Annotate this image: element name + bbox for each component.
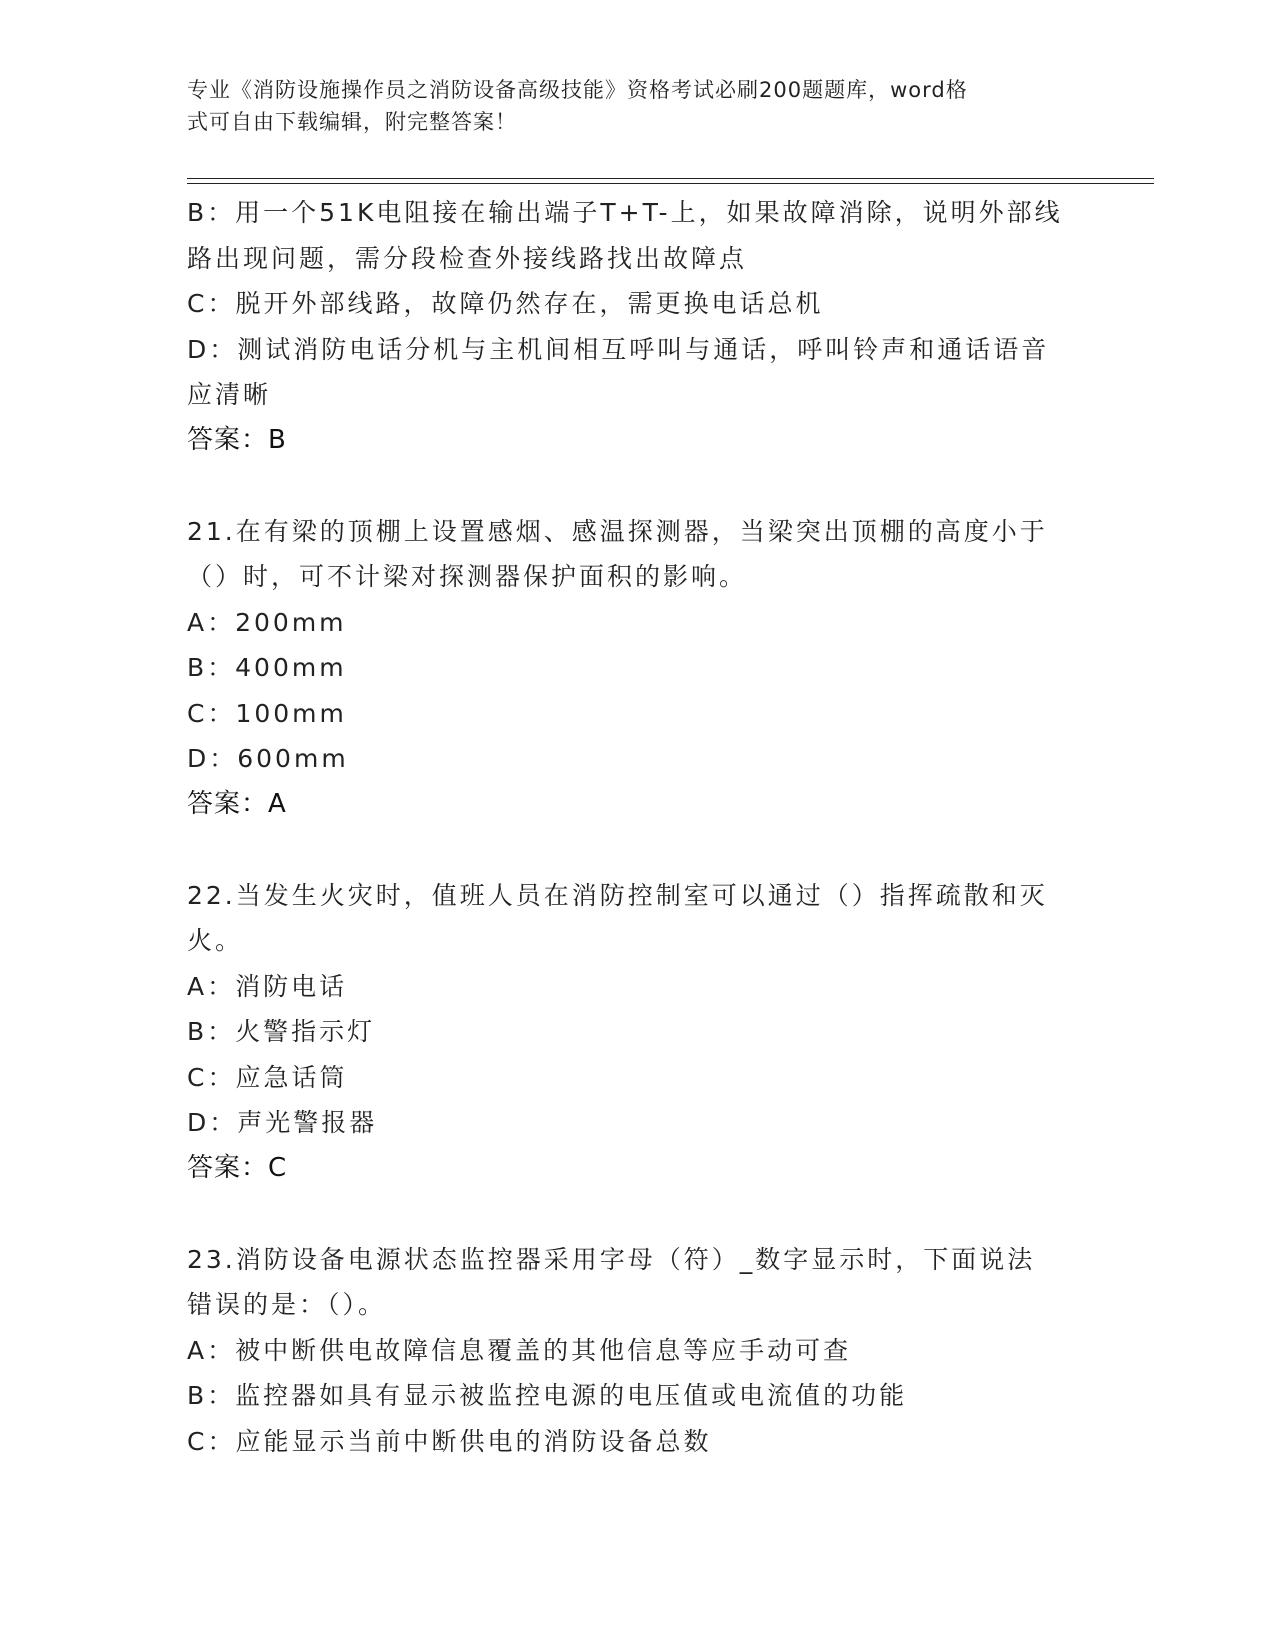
document-body	[187, 190, 1087, 1464]
option-c: C：脱开外部线路，故障仍然存在，需更换电话总机	[187, 289, 824, 318]
option-c: C：应能显示当前中断供电的消防设备总数	[187, 1426, 712, 1456]
option-a: A：消防电话	[187, 971, 348, 1001]
question-stem: 22.当发生火灾时，值班人员在消防控制室可以通过（）指挥疏散和灭	[187, 880, 1048, 910]
question-stem: 23.消防设备电源状态监控器采用字母（符）_数字显示时，下面说法	[187, 1244, 1036, 1274]
question-stem-continued: 错误的是：（）。	[187, 1290, 387, 1319]
header-divider-bottom	[187, 183, 1154, 184]
question-20-continuation	[187, 190, 1087, 463]
option-d: D：测试消防电话分机与主机间相互呼叫与通话，呼叫铃声和通话语音	[187, 334, 1050, 364]
question-stem-continued: 火。	[187, 926, 244, 955]
spacer	[187, 1191, 1087, 1237]
answer: 答案：B	[187, 424, 287, 455]
option-b-continued: 路出现问题，需分段检查外接线路找出故障点	[187, 243, 748, 273]
option-c: C：应急话筒	[187, 1062, 348, 1092]
spacer	[187, 827, 1087, 873]
option-a: A：被中断供电故障信息覆盖的其他信息等应手动可查	[187, 1335, 852, 1365]
option-b: B：用一个51K电阻接在输出端子T+T-上，如果故障消除，说明外部线	[187, 198, 1063, 227]
option-d-continued: 应清晰	[187, 380, 272, 409]
question-stem: 21.在有梁的顶棚上设置感烟、感温探测器，当梁突出顶棚的高度小于	[187, 516, 1048, 546]
answer: 答案：A	[187, 788, 287, 819]
option-b: B：400mm	[187, 653, 347, 682]
page-header	[187, 74, 1067, 138]
option-c: C：100mm	[187, 698, 347, 728]
question-22	[187, 873, 1087, 1192]
option-b: B：监控器如具有显示被监控电源的电压值或电流值的功能	[187, 1381, 908, 1410]
option-b: B：火警指示灯	[187, 1017, 376, 1046]
option-d: D：声光警报器	[187, 1108, 378, 1137]
option-a: A：200mm	[187, 607, 347, 637]
question-stem-continued: （）时，可不计梁对探测器保护面积的影响。	[187, 562, 748, 591]
header-divider-top	[187, 178, 1154, 179]
option-d: D：600mm	[187, 744, 349, 773]
header-line-2: 式可自由下载编辑，附完整答案！	[187, 110, 517, 134]
answer: 答案：C	[187, 1152, 288, 1183]
spacer	[187, 463, 1087, 509]
header-line-1: 专业《消防设施操作员之消防设备高级技能》资格考试必刷200题题库，word格	[187, 78, 968, 102]
question-21	[187, 509, 1087, 828]
question-23	[187, 1237, 1087, 1465]
